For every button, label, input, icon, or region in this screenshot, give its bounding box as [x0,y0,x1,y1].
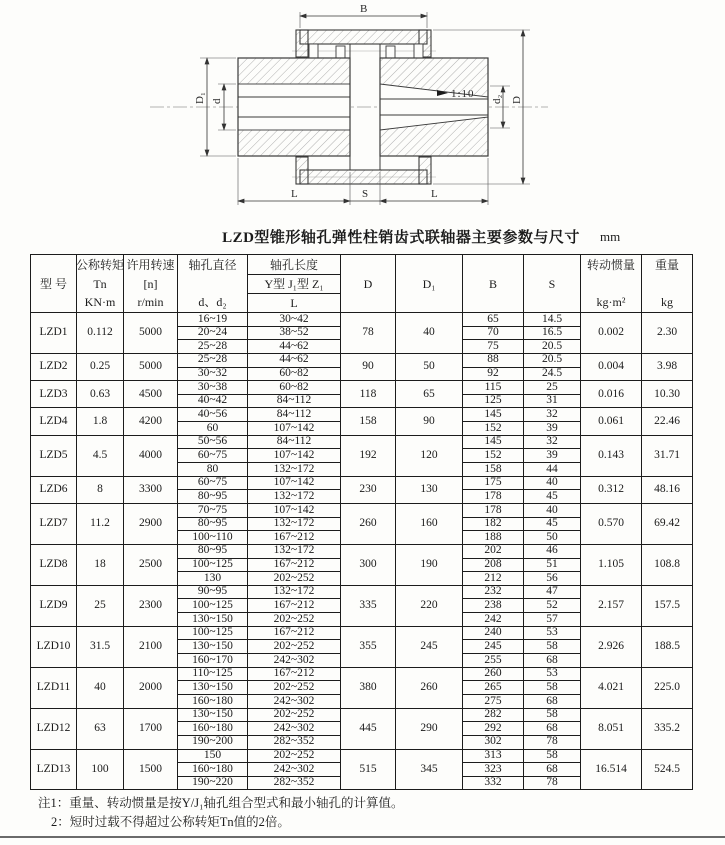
cell-bore-diameter: 110~125 [178,667,248,681]
cell-B: 313 [463,749,524,763]
cell-bore-diameter: 130~150 [178,640,248,654]
sleeve-bottom-cap-left [296,157,308,184]
col-header-D: D [341,255,396,313]
cell-S: 32 [524,435,581,449]
cell-torque: 25 [77,585,124,626]
table-row [31,585,693,599]
table-note: 2：短时过载不得超过公称转矩Tn值的2倍。 [51,815,290,830]
table-note: 注1：重量、转动惯量是按Y/J₁轴孔组合型式和最小轴孔的计算值。 [38,796,404,810]
cell-bore-length: 84~112 [248,435,341,449]
cell-bore-length: 30~42 [248,313,341,327]
unit-label: mm [600,229,621,244]
cell-B: 202 [463,544,524,558]
cell-bore-diameter: 80~95 [178,517,248,531]
cell-weight: 108.8 [642,544,693,585]
cell-B: 323 [463,763,524,777]
cell-bore-diameter: 40~42 [178,394,248,408]
cell-model: LZD10 [31,626,77,667]
cell-B: 242 [463,613,524,627]
cell-weight: 524.5 [642,749,693,790]
cell-S: 40 [524,476,581,490]
cell-model: LZD6 [31,476,77,503]
cell-torque: 0.25 [77,353,124,380]
cell-bore-diameter: 25~28 [178,340,248,354]
cell-speed: 2000 [124,667,178,708]
sleeve-bottom-band [300,170,427,184]
cell-B: 115 [463,381,524,395]
cell-B: 265 [463,681,524,695]
cell-S: 78 [524,776,581,790]
cell-weight: 22.46 [642,408,693,435]
cell-model: LZD3 [31,381,77,408]
cell-inertia: 0.016 [581,381,642,408]
cell-B: 240 [463,626,524,640]
left-hub-hatch-top [238,58,350,84]
cell-S: 31 [524,394,581,408]
cell-bore-diameter: 40~56 [178,408,248,422]
cell-D1: 40 [396,313,463,354]
cell-B: 125 [463,394,524,408]
cell-inertia: 0.570 [581,503,642,544]
cell-bore-length: 107~142 [248,503,341,517]
cell-bore-diameter: 80~95 [178,544,248,558]
cell-bore-length: 167~212 [248,667,341,681]
cell-B: 208 [463,558,524,572]
dim-label-D: D [511,96,523,104]
cell-B: 182 [463,517,524,531]
cell-B: 70 [463,326,524,340]
cell-S: 53 [524,626,581,640]
cell-speed: 2100 [124,626,178,667]
cell-speed: 2900 [124,503,178,544]
cell-bore-diameter: 160~180 [178,763,248,777]
cell-bore-length: 84~112 [248,408,341,422]
cell-bore-length: 107~142 [248,422,341,436]
table-row [31,353,693,367]
table-row [31,503,693,517]
col-header-D1: D₁ [396,255,463,313]
cell-inertia: 8.051 [581,708,642,749]
cell-model: LZD9 [31,585,77,626]
cell-speed: 5000 [124,313,178,354]
cell-speed: 1700 [124,708,178,749]
cell-S: 46 [524,544,581,558]
cell-bore-diameter: 190~220 [178,776,248,790]
cell-B: 212 [463,572,524,586]
cell-bore-diameter: 100~125 [178,626,248,640]
cell-D1: 90 [396,408,463,435]
sleeve-bottom-cap-right [419,157,431,184]
cell-bore-diameter: 30~32 [178,367,248,381]
cell-D1: 160 [396,503,463,544]
table-row [31,749,693,763]
cell-torque: 31.5 [77,626,124,667]
dim-label-D1: D₁ [194,92,206,104]
cell-speed: 4500 [124,381,178,408]
cell-D: 380 [341,667,396,708]
cell-inertia: 2.926 [581,626,642,667]
cell-bore-length: 132~172 [248,490,341,504]
cell-S: 57 [524,613,581,627]
cell-D1: 65 [396,381,463,408]
table-body [31,313,693,790]
coupling-cross-section [0,0,725,218]
cell-weight: 10.30 [642,381,693,408]
cell-S: 24.5 [524,367,581,381]
taper-label: 1:10 [451,88,475,100]
cell-B: 145 [463,435,524,449]
cell-torque: 8 [77,476,124,503]
cell-model: LZD5 [31,435,77,476]
cell-weight: 48.16 [642,476,693,503]
cell-bore-diameter: 60 [178,422,248,436]
page-title: LZD型锥形轴孔弹性柱销齿式联轴器主要参数与尺寸 [222,230,580,246]
col-header-torque: 公称转矩 Tn KN·m [77,255,124,313]
cell-speed: 5000 [124,353,178,380]
cell-bore-diameter: 130 [178,572,248,586]
cell-bore-length: 242~302 [248,694,341,708]
cell-D1: 260 [396,667,463,708]
cell-B: 145 [463,408,524,422]
cell-bore-length: 202~252 [248,708,341,722]
cell-inertia: 1.105 [581,544,642,585]
cell-speed: 1500 [124,749,178,790]
sleeve-top-cap-left [296,30,308,57]
cell-torque: 0.112 [77,313,124,354]
cell-inertia: 2.157 [581,585,642,626]
cell-D: 230 [341,476,396,503]
cell-S: 68 [524,654,581,668]
cell-S: 58 [524,749,581,763]
col-header-model: 型 号 [31,255,77,313]
cell-bore-diameter: 100~110 [178,531,248,545]
cell-inertia: 0.143 [581,435,642,476]
cell-S: 39 [524,449,581,463]
dim-label-d: d [211,98,223,104]
cell-bore-diameter: 60~75 [178,449,248,463]
pin [309,44,318,58]
cell-speed: 4200 [124,408,178,435]
cell-B: 152 [463,422,524,436]
cell-speed: 2300 [124,585,178,626]
cell-D: 445 [341,708,396,749]
cell-bore-length: 242~302 [248,763,341,777]
cell-D1: 345 [396,749,463,790]
cell-bore-diameter: 50~56 [178,435,248,449]
cell-inertia: 4.021 [581,667,642,708]
cell-bore-diameter: 80 [178,463,248,477]
table-row [31,408,693,422]
cell-model: LZD12 [31,708,77,749]
cell-B: 232 [463,585,524,599]
cell-torque: 63 [77,708,124,749]
table-header-row [31,255,693,313]
cell-bore-length: 167~212 [248,626,341,640]
cell-B: 332 [463,776,524,790]
cell-bore-diameter: 60~75 [178,476,248,490]
cell-bore-length: 132~172 [248,585,341,599]
cell-torque: 4.5 [77,435,124,476]
cell-D1: 190 [396,544,463,585]
cell-S: 68 [524,763,581,777]
cell-bore-length: 202~252 [248,572,341,586]
table-notes [38,794,692,833]
cell-model: LZD13 [31,749,77,790]
cell-bore-diameter: 150 [178,749,248,763]
cell-weight: 225.0 [642,667,693,708]
cell-D1: 290 [396,708,463,749]
col-header-S: S [524,255,581,313]
dim-label-L-left: L [291,188,298,200]
cell-S: 68 [524,694,581,708]
cell-speed: 2500 [124,544,178,585]
cell-bore-diameter: 100~125 [178,558,248,572]
dim-label-L-right: L [431,188,438,200]
cell-torque: 11.2 [77,503,124,544]
cell-bore-length: 44~62 [248,353,341,367]
cell-torque: 40 [77,667,124,708]
cell-weight: 3.98 [642,353,693,380]
cell-bore-diameter: 70~75 [178,503,248,517]
table-row [31,544,693,558]
cell-B: 88 [463,353,524,367]
cell-bore-diameter: 30~38 [178,381,248,395]
cell-bore-diameter: 190~200 [178,735,248,749]
cell-B: 158 [463,463,524,477]
cell-inertia: 0.002 [581,313,642,354]
cell-torque: 100 [77,749,124,790]
cell-B: 245 [463,640,524,654]
cell-bore-length: 202~252 [248,640,341,654]
cell-weight: 31.71 [642,435,693,476]
cell-S: 58 [524,681,581,695]
cell-weight: 335.2 [642,708,693,749]
cell-model: LZD11 [31,667,77,708]
col-header-B: B [463,255,524,313]
col-header-bore-length: 轴孔长度 Y型 J₁型 Z₁ L [248,255,341,313]
cell-torque: 1.8 [77,408,124,435]
cell-bore-diameter: 130~150 [178,708,248,722]
cell-D: 90 [341,353,396,380]
cell-D1: 130 [396,476,463,503]
cell-weight: 188.5 [642,626,693,667]
cell-S: 56 [524,572,581,586]
cell-speed: 4000 [124,435,178,476]
cell-bore-length: 107~142 [248,476,341,490]
col-header-bore-diameter: 轴孔直径 d、d₂ [178,255,248,313]
cell-model: LZD2 [31,353,77,380]
cell-weight: 157.5 [642,585,693,626]
cell-bore-diameter: 160~180 [178,694,248,708]
cell-speed: 3300 [124,476,178,503]
cell-S: 53 [524,667,581,681]
cell-weight: 2.30 [642,313,693,354]
cell-bore-diameter: 130~150 [178,613,248,627]
table-row [31,708,693,722]
cell-B: 260 [463,667,524,681]
pin [414,44,423,58]
cell-bore-length: 132~172 [248,544,341,558]
cell-D: 515 [341,749,396,790]
cell-B: 65 [463,313,524,327]
cell-S: 78 [524,735,581,749]
cell-D: 192 [341,435,396,476]
left-hub-hatch-bottom [238,130,350,156]
table-row [31,435,693,449]
cell-bore-length: 44~62 [248,340,341,354]
cell-bore-length: 84~112 [248,394,341,408]
cell-S: 68 [524,722,581,736]
cell-bore-length: 60~82 [248,381,341,395]
parameters-table [30,254,693,790]
cell-S: 32 [524,408,581,422]
cell-D1: 50 [396,353,463,380]
cell-B: 75 [463,340,524,354]
cell-B: 282 [463,708,524,722]
cell-bore-length: 132~172 [248,463,341,477]
cell-torque: 18 [77,544,124,585]
cell-S: 39 [524,422,581,436]
cell-model: LZD8 [31,544,77,585]
cell-bore-length: 60~82 [248,367,341,381]
cell-S: 40 [524,503,581,517]
cell-D: 300 [341,544,396,585]
cell-bore-length: 282~352 [248,735,341,749]
cell-bore-diameter: 100~125 [178,599,248,613]
sleeve-top-band [300,30,427,44]
col-header-speed: 许用转速 [n] r/min [124,255,178,313]
dim-label-d2: d₂ [491,94,503,104]
cell-B: 175 [463,476,524,490]
cell-B: 275 [463,694,524,708]
table-row [31,381,693,395]
dim-label-B: B [360,3,368,15]
cell-bore-diameter: 160~170 [178,654,248,668]
cell-bore-length: 202~252 [248,613,341,627]
table-row [31,667,693,681]
cell-bore-length: 167~212 [248,599,341,613]
cell-S: 51 [524,558,581,572]
coupling-drawing [0,0,725,218]
cell-S: 20.5 [524,353,581,367]
cell-inertia: 16.514 [581,749,642,790]
cell-S: 58 [524,640,581,654]
col-header-weight: 重量 kg [642,255,693,313]
cell-B: 238 [463,599,524,613]
cell-model: LZD7 [31,503,77,544]
cell-S: 58 [524,708,581,722]
table-row [31,313,693,327]
cell-bore-length: 202~252 [248,749,341,763]
cell-S: 20.5 [524,340,581,354]
cell-bore-length: 242~302 [248,654,341,668]
cell-bore-length: 202~252 [248,681,341,695]
cell-S: 52 [524,599,581,613]
cell-B: 152 [463,449,524,463]
cell-B: 302 [463,735,524,749]
cell-D: 158 [341,408,396,435]
cell-D: 118 [341,381,396,408]
cell-bore-length: 107~142 [248,449,341,463]
cell-bore-length: 132~172 [248,517,341,531]
col-header-inertia: 转动惯量 kg·m² [581,255,642,313]
cell-bore-length: 38~52 [248,326,341,340]
cell-S: 45 [524,517,581,531]
cell-bore-diameter: 160~180 [178,722,248,736]
cell-torque: 0.63 [77,381,124,408]
cell-inertia: 0.004 [581,353,642,380]
cell-bore-diameter: 90~95 [178,585,248,599]
table-row [31,476,693,490]
cell-D: 260 [341,503,396,544]
cell-bore-length: 167~212 [248,531,341,545]
cell-bore-length: 242~302 [248,722,341,736]
cell-bore-diameter: 20~24 [178,326,248,340]
cell-B: 255 [463,654,524,668]
cell-bore-length: 282~352 [248,776,341,790]
cell-bore-diameter: 25~28 [178,353,248,367]
table-row [31,626,693,640]
cell-S: 47 [524,585,581,599]
cell-bore-diameter: 130~150 [178,681,248,695]
cell-bore-diameter: 16~19 [178,313,248,327]
cell-B: 92 [463,367,524,381]
dim-label-S: S [362,188,369,200]
cell-S: 16.5 [524,326,581,340]
cell-B: 292 [463,722,524,736]
cell-D: 355 [341,626,396,667]
cell-B: 178 [463,503,524,517]
cell-S: 44 [524,463,581,477]
cell-model: LZD4 [31,408,77,435]
cell-bore-length: 167~212 [248,558,341,572]
cell-D: 335 [341,585,396,626]
cell-S: 25 [524,381,581,395]
cell-weight: 69.42 [642,503,693,544]
cell-inertia: 0.061 [581,408,642,435]
cell-inertia: 0.312 [581,476,642,503]
cell-S: 14.5 [524,313,581,327]
cell-D1: 220 [396,585,463,626]
cell-S: 50 [524,531,581,545]
cell-bore-diameter: 80~95 [178,490,248,504]
cell-model: LZD1 [31,313,77,354]
cell-B: 178 [463,490,524,504]
page-bottom-rule [0,836,725,838]
cell-D1: 120 [396,435,463,476]
cell-S: 45 [524,490,581,504]
cell-B: 188 [463,531,524,545]
cell-D1: 245 [396,626,463,667]
cell-D: 78 [341,313,396,354]
